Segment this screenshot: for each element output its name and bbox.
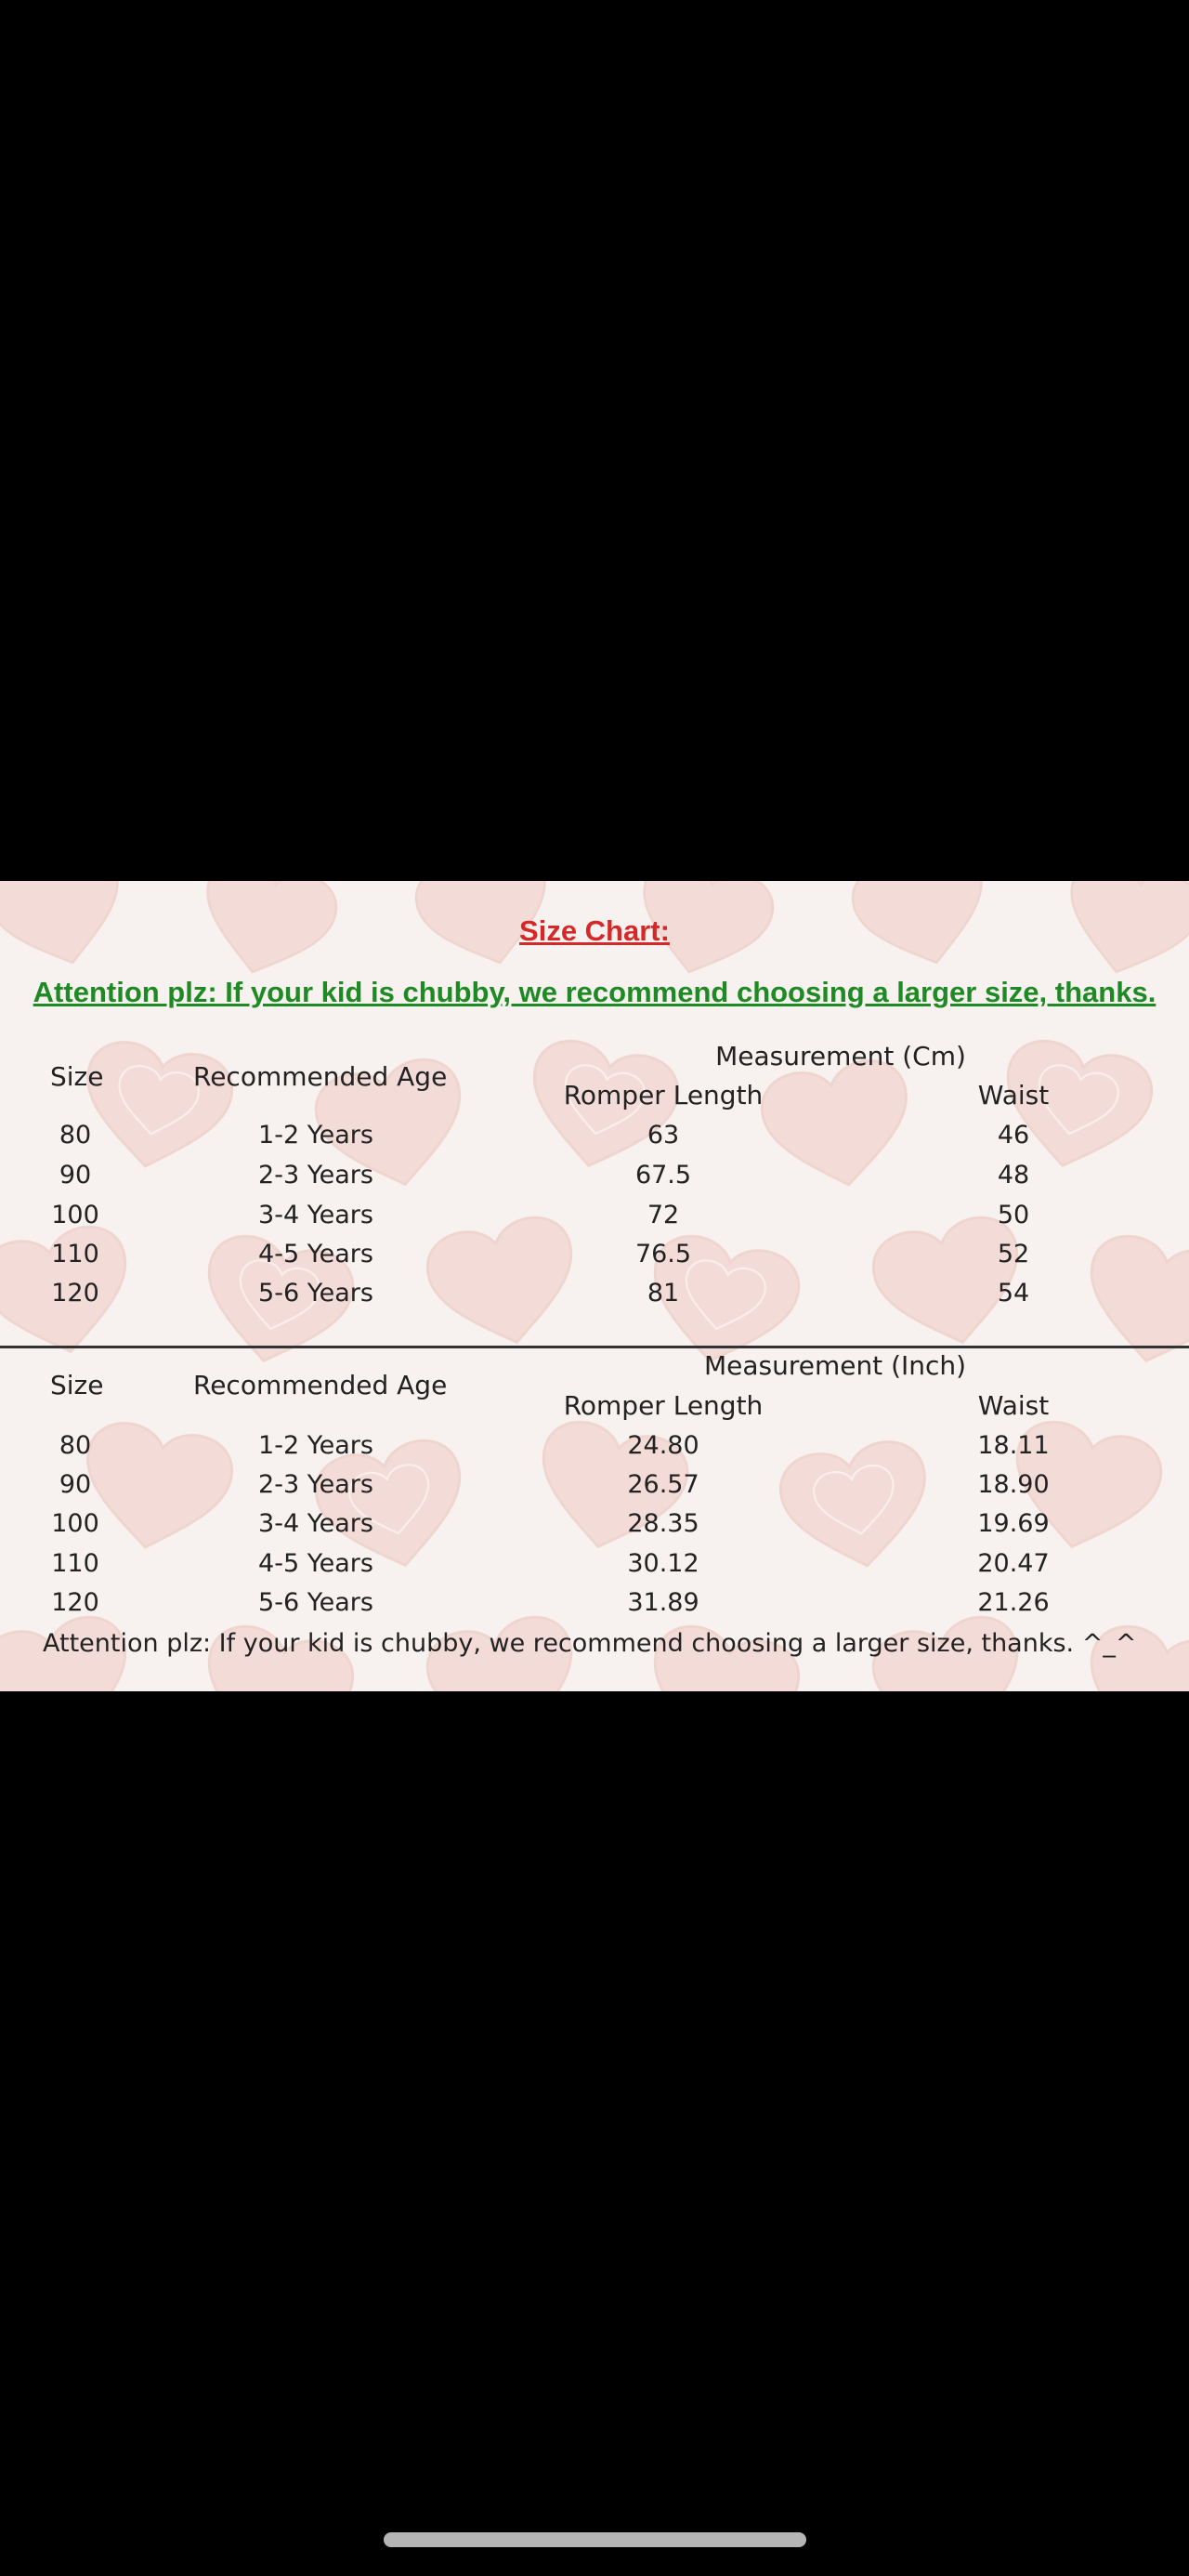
cm-row-1-size: 80 <box>59 1121 92 1150</box>
cm-row-3-length: 72 <box>647 1201 680 1229</box>
header-waist-inch: Waist <box>977 1390 1050 1421</box>
inch-row-1-size: 80 <box>59 1431 92 1460</box>
cm-row-2-waist: 48 <box>997 1161 1030 1189</box>
inch-row-4-length: 30.12 <box>627 1549 699 1578</box>
inch-row-2-waist: 18.90 <box>977 1470 1050 1499</box>
cm-row-5-length: 81 <box>647 1279 680 1308</box>
header-recommended-age-inch: Recommended Age <box>193 1370 448 1400</box>
attention-note-bottom: Attention plz: If your kid is chubby, we recommend choosing a larger size, thanks. ^_^ <box>43 1629 1137 1658</box>
inch-row-4-age: 4-5 Years <box>258 1549 373 1578</box>
inch-row-3-length: 28.35 <box>627 1509 699 1538</box>
inch-row-2-age: 2-3 Years <box>258 1470 373 1499</box>
inch-row-3-age: 3-4 Years <box>258 1509 373 1538</box>
header-romper-length: Romper Length <box>563 1080 764 1111</box>
cm-row-5-age: 5-6 Years <box>258 1279 373 1308</box>
cm-row-4-waist: 52 <box>997 1240 1030 1268</box>
cm-row-5-size: 120 <box>51 1279 99 1308</box>
inch-row-5-waist: 21.26 <box>977 1588 1050 1617</box>
cm-row-3-age: 3-4 Years <box>258 1201 373 1229</box>
cm-row-5-waist: 54 <box>997 1279 1030 1308</box>
cm-row-3-size: 100 <box>51 1201 99 1229</box>
measurement-label-cm: Measurement (Cm) <box>715 1041 966 1071</box>
inch-row-2-size: 90 <box>59 1470 92 1499</box>
cm-row-1-length: 63 <box>647 1121 680 1150</box>
home-indicator[interactable] <box>384 2532 806 2547</box>
inch-row-1-age: 1-2 Years <box>258 1431 373 1460</box>
inch-row-5-age: 5-6 Years <box>258 1588 373 1617</box>
inch-row-3-size: 100 <box>51 1509 99 1538</box>
table-divider <box>0 1346 1189 1348</box>
cm-row-2-length: 67.5 <box>634 1161 692 1189</box>
inch-row-1-waist: 18.11 <box>977 1431 1050 1460</box>
header-romper-length-inch: Romper Length <box>563 1390 764 1421</box>
cm-row-4-age: 4-5 Years <box>258 1240 373 1268</box>
inch-row-3-waist: 19.69 <box>977 1509 1050 1538</box>
cm-row-2-age: 2-3 Years <box>258 1161 373 1189</box>
cm-row-1-waist: 46 <box>997 1121 1030 1150</box>
inch-row-4-waist: 20.47 <box>977 1549 1050 1578</box>
size-chart-image <box>0 881 1189 1691</box>
header-size: Size <box>50 1061 104 1092</box>
inch-row-2-length: 26.57 <box>627 1470 699 1499</box>
attention-note-top: Attention plz: If your kid is chubby, we recommend choosing a larger size, thanks. <box>33 976 1156 1008</box>
header-size-inch: Size <box>50 1370 104 1400</box>
inch-row-5-length: 31.89 <box>627 1588 699 1617</box>
inch-row-1-length: 24.80 <box>627 1431 699 1460</box>
cm-row-1-age: 1-2 Years <box>258 1121 373 1150</box>
cm-row-3-waist: 50 <box>997 1201 1030 1229</box>
header-recommended-age: Recommended Age <box>193 1061 448 1092</box>
measurement-label-inch: Measurement (Inch) <box>703 1350 967 1381</box>
inch-row-4-size: 110 <box>51 1549 99 1578</box>
header-waist: Waist <box>977 1080 1050 1111</box>
cm-row-2-size: 90 <box>59 1161 92 1189</box>
chart-title: Size Chart: <box>519 914 670 947</box>
cm-row-4-size: 110 <box>51 1240 99 1268</box>
cm-row-4-length: 76.5 <box>634 1240 692 1268</box>
inch-row-5-size: 120 <box>51 1588 99 1617</box>
